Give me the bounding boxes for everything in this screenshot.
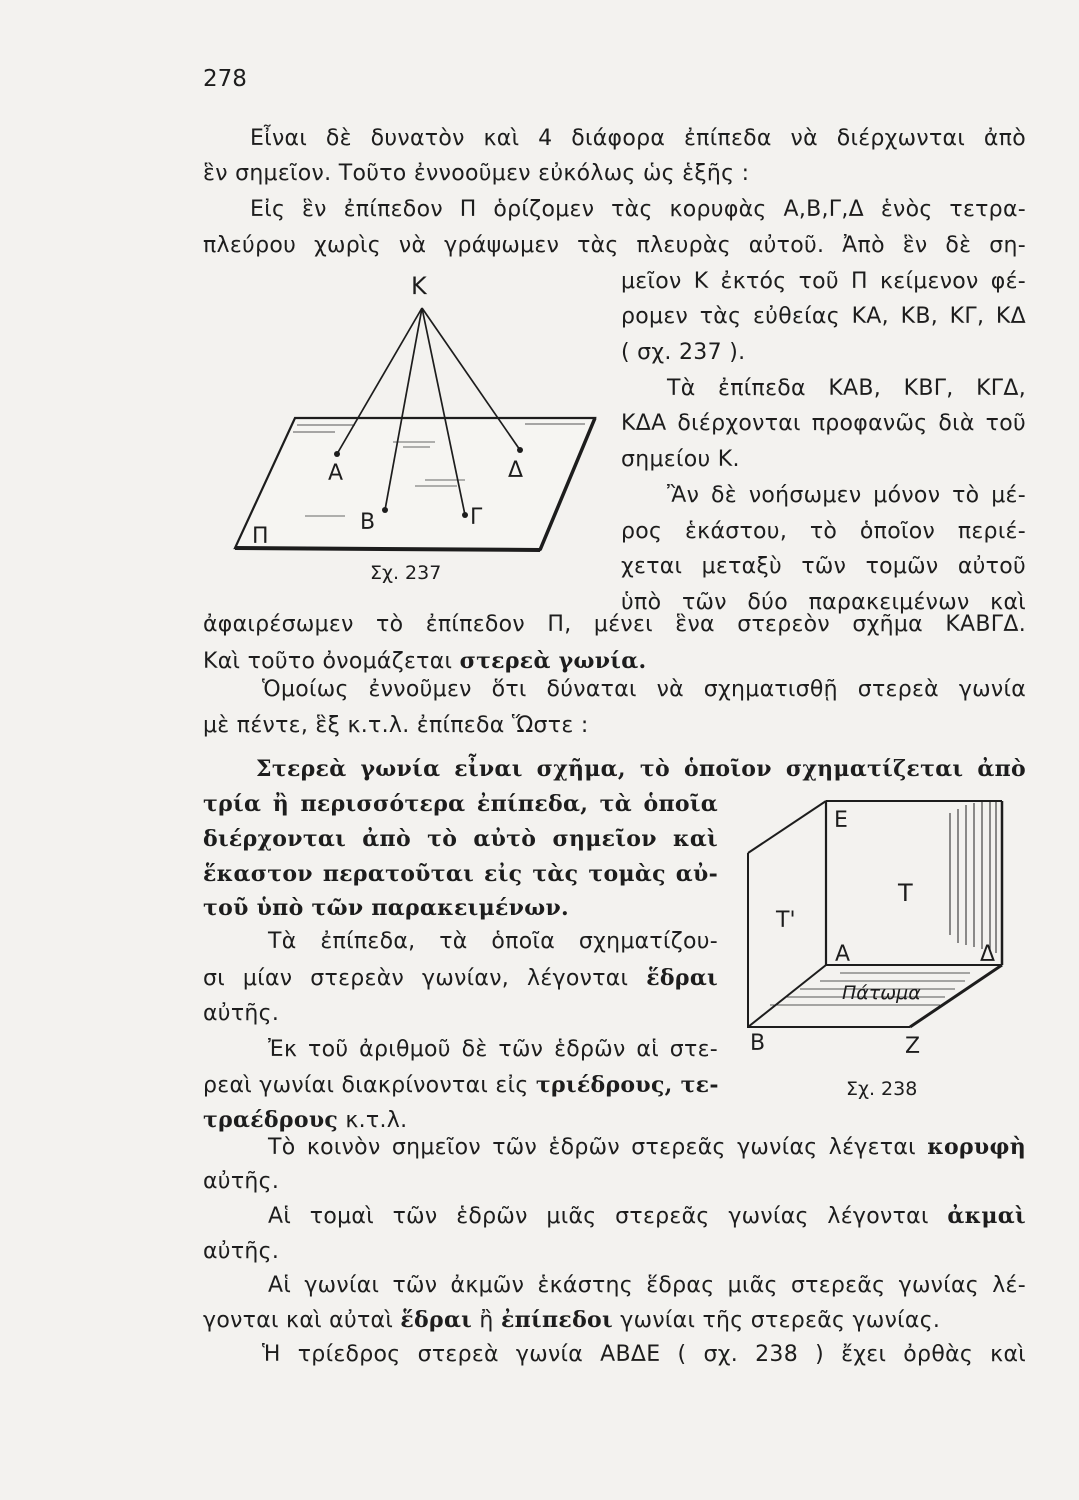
text-line: χεται μεταξὺ τῶν τομῶν αὐτοῦ	[621, 554, 1026, 579]
bold-term: ἀκμαὶ	[947, 1203, 1026, 1229]
definition-line: διέρχονται ἀπὸ τὸ αὐτὸ σημεῖον καὶ	[203, 826, 718, 852]
text-span: κ.τ.λ.	[338, 1108, 408, 1133]
text-line: ἀφαιρέσωμεν τὸ ἐπίπεδον Π, μένει ἓνα στερεὸν σχῆμα ΚΑΒΓΔ.	[203, 612, 1026, 637]
text-span: ρεαὶ γωνίαι διακρίνονται εἰς	[203, 1073, 536, 1098]
figure-237-caption: Σχ. 237	[370, 562, 442, 584]
label-e: Ε	[834, 808, 848, 833]
text-line: αὐτῆς.	[203, 1001, 280, 1026]
point-g	[462, 512, 468, 518]
text-span: γονται καὶ αὐταὶ	[203, 1308, 401, 1333]
text-line	[203, 964, 718, 993]
label-b: Β	[360, 510, 376, 535]
bold-term: τραέδρους	[203, 1107, 339, 1133]
text-line: μὲ πέντε, ἓξ κ.τ.λ. ἐπίπεδα Ὥστε :	[203, 713, 589, 738]
text-line: αὐτῆς.	[203, 1169, 280, 1194]
label-z: Ζ	[905, 1034, 921, 1055]
text-line	[203, 1106, 407, 1135]
text-line: Ἂν δὲ νοήσωμεν μόνον τὸ μέ-	[667, 483, 1026, 508]
label-d: Δ	[508, 458, 524, 483]
bold-term: ἕδραι	[646, 965, 718, 991]
text-span: ἢ	[472, 1308, 501, 1333]
label-floor: Πάτωμα	[842, 982, 921, 1004]
text-line: μεῖον Κ ἐκτός τοῦ Π κείμενον φέ-	[621, 269, 1026, 294]
text-line: ἓν σημεῖον. Τοῦτο ἐννοοῦμεν εὐκόλως ὡς ἑξῆς :	[203, 161, 750, 186]
label-d: Δ	[980, 942, 996, 967]
plane-pi	[235, 418, 595, 550]
text-line	[268, 1133, 1026, 1162]
text-line: πλεύρου χωρὶς νὰ γράψωμεν τὰς πλευρὰς αὐτοῦ. Ἀπὸ ἓν δὲ ση-	[203, 233, 1026, 258]
text-span: γωνίαι τῆς στερεᾶς γωνίας.	[612, 1308, 941, 1333]
text-line: σημείου Κ.	[621, 447, 740, 472]
point-b	[382, 507, 388, 513]
text-span: Αἱ τομαὶ τῶν ἑδρῶν μιᾶς στερεᾶς γωνίας λέγονται	[268, 1204, 948, 1229]
bold-term: ἕδραι	[400, 1307, 473, 1333]
face-t-shading	[950, 801, 996, 953]
figure-237	[225, 270, 605, 590]
text-line: ὑπὸ τῶν δύο παρακειμένων καὶ	[621, 590, 1026, 615]
text-line: αὐτῆς.	[203, 1239, 280, 1264]
text-line: Τὰ ἐπίπεδα ΚΑΒ, ΚΒΓ, ΚΓΔ,	[667, 376, 1026, 401]
figure-238	[740, 795, 1040, 1055]
text-line: Εἶναι δὲ δυνατὸν καὶ 4 διάφορα ἐπίπεδα νὰ διέρχωνται ἀπὸ	[250, 126, 1026, 151]
page-number: 278	[203, 66, 247, 92]
definition-line: Στερεὰ γωνία εἶναι σχῆμα, τὸ ὁποῖον σχηματίζεται ἀπὸ	[256, 756, 1026, 782]
point-d	[517, 447, 523, 453]
text-line	[203, 1306, 940, 1335]
text-line: Ἐκ τοῦ ἀριθμοῦ δὲ τῶν ἑδρῶν αἱ στε-	[268, 1037, 718, 1062]
text-line: Τὰ ἐπίπεδα, τὰ ὁποῖα σχηματίζου-	[268, 929, 718, 954]
label-pi: Π	[252, 524, 269, 549]
label-k: Κ	[411, 272, 427, 300]
point-a	[334, 451, 340, 457]
text-span: σι μίαν στερεὰν γωνίαν, λέγονται	[203, 966, 647, 991]
text-line: Ὁμοίως ἐννοῦμεν ὅτι δύναται νὰ σχηματισθῇ στερεὰ γωνία	[262, 677, 1026, 702]
text-line: ρος ἑκάστου, τὸ ὁποῖον περιέ-	[621, 519, 1026, 544]
bold-term: στερεὰ γωνία.	[459, 648, 647, 674]
text-line: Εἰς ἓν ἐπίπεδον Π ὁρίζομεν τὰς κορυφὰς Α,Β,Γ,Δ ἑνὸς τετρα-	[250, 197, 1026, 222]
definition-line: ἕκαστον περατοῦται εἰς τὰς τομὰς αὐ-	[203, 861, 718, 887]
text-span: Τὸ κοινὸν σημεῖον τῶν ἑδρῶν στερεᾶς γωνίας λέγεται	[268, 1135, 928, 1160]
text-line: ( σχ. 237 ).	[621, 340, 746, 365]
text-span: Καὶ τοῦτο ὀνομάζεται	[203, 649, 460, 674]
label-g: Γ	[470, 505, 483, 530]
label-a: Α	[835, 942, 851, 967]
text-line	[203, 1071, 718, 1100]
bold-term: τριέδρους, τε-	[535, 1072, 719, 1098]
text-line: ρομεν τὰς εὐθείας ΚΑ, ΚΒ, ΚΓ, ΚΔ	[621, 304, 1026, 329]
bold-term: κορυφὴ	[927, 1134, 1026, 1160]
text-line: Ἡ τρίεδρος στερεὰ γωνία ΑΒΔΕ ( σχ. 238 ) ἔχει ὀρθὰς καὶ	[262, 1342, 1026, 1367]
text-line	[203, 647, 646, 676]
text-line	[268, 1202, 1026, 1231]
label-t-prime: Τ'	[776, 908, 796, 933]
label-t: Τ	[898, 879, 913, 907]
bold-term: ἐπίπεδοι	[500, 1307, 613, 1333]
text-line: ΚΔΑ διέρχονται προφανῶς διὰ τοῦ	[621, 411, 1026, 436]
text-line: Αἱ γωνίαι τῶν ἀκμῶν ἑκάστης ἕδρας μιᾶς στερεᾶς γωνίας λέ-	[268, 1273, 1026, 1298]
label-b: Β	[750, 1031, 766, 1055]
label-a: Α	[328, 461, 344, 486]
figure-238-caption: Σχ. 238	[846, 1078, 918, 1100]
definition-line: τοῦ ὑπὸ τῶν παρακειμένων.	[203, 895, 569, 921]
definition-line: τρία ἢ περισσότερα ἐπίπεδα, τὰ ὁποῖα	[203, 791, 718, 817]
